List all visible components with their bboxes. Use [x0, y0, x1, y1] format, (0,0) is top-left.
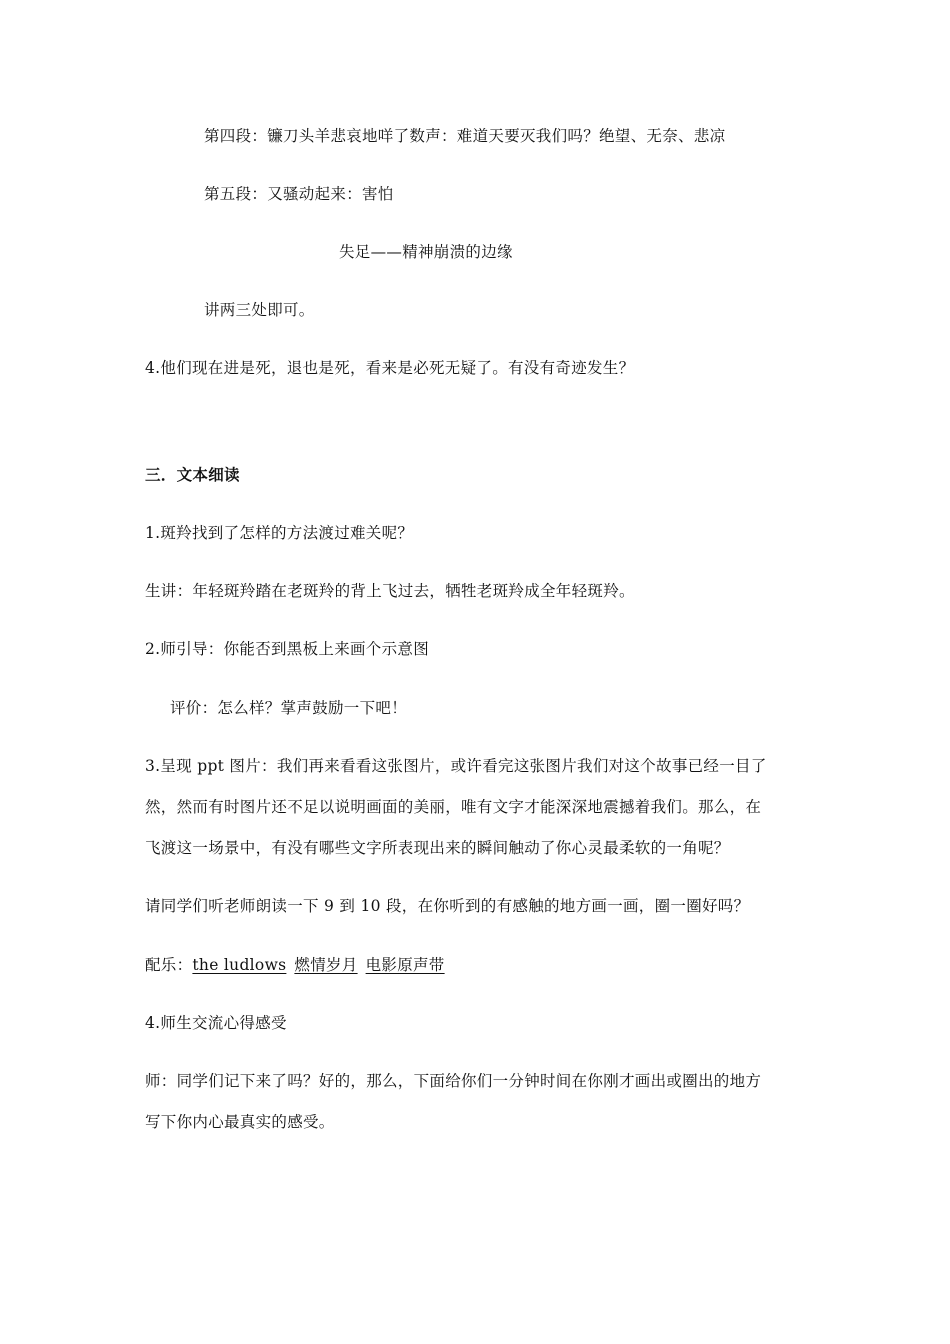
student-answer: 生讲：年轻斑羚踏在老斑羚的背上飞过去，牺牲老斑羚成全年轻斑羚。 [145, 582, 635, 600]
teacher-line-2: 写下你内心最真实的感受。 [145, 1113, 335, 1131]
step-3-line-2: 然，然而有时图片还不足以说明画面的美丽，唯有文字才能深深地震撼着我们。那么，在 [145, 798, 762, 816]
centered-subtitle: 失足——精神崩溃的边缘 [339, 243, 513, 261]
teaching-note: 讲两三处即可。 [204, 301, 315, 319]
step-3-line-1: 3.呈现 ppt 图片：我们再来看看这张图片，或许看完这张图片我们对这个故事已经一目了 [145, 757, 767, 775]
music-source-link[interactable]: 电影原声带 [365, 956, 445, 974]
paragraph-fifth-section: 第五段：又骚动起来：害怕 [204, 185, 394, 203]
question-4: 4.他们现在进是死，退也是死，看来是必死无疑了。有没有奇迹发生？ [145, 359, 635, 377]
step-4: 4.师生交流心得感受 [145, 1014, 287, 1032]
step-1: 1.斑羚找到了怎样的方法渡过难关呢？ [145, 524, 414, 542]
evaluation: 评价：怎么样？掌声鼓励一下吧！ [170, 699, 408, 717]
step-3-line-3: 飞渡这一场景中，有没有哪些文字所表现出来的瞬间触动了你心灵最柔软的一角呢？ [145, 839, 730, 857]
section-heading: 三．文本细读 [145, 465, 240, 484]
music-artist-link[interactable]: the ludlows [192, 956, 287, 974]
music-title-link[interactable]: 燃情岁月 [294, 956, 358, 974]
paragraph-fourth-section: 第四段：镰刀头羊悲哀地咩了数声：难道天要灭我们吗？绝望、无奈、悲凉 [204, 127, 726, 145]
music-prefix: 配乐： [145, 956, 193, 974]
teacher-line-1: 师：同学们记下来了吗？好的，那么，下面给你们一分钟时间在你刚才画出或圈出的地方 [145, 1072, 762, 1090]
music-line [145, 954, 445, 976]
reading-instruction: 请同学们听老师朗读一下 9 到 10 段，在你听到的有感触的地方画一画，圈一圈好吗？ [145, 897, 750, 915]
step-2: 2.师引导：你能否到黑板上来画个示意图 [145, 640, 429, 658]
